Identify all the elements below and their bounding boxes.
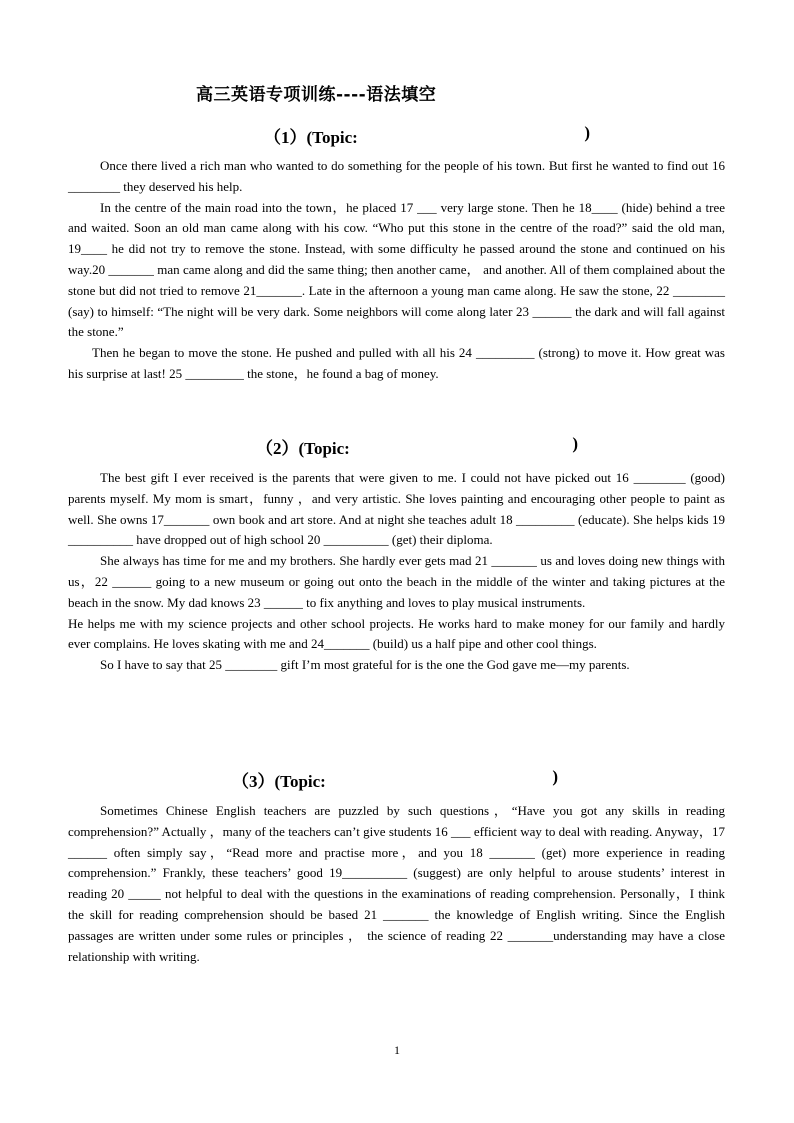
section-2-heading-topic: （2）(Topic: xyxy=(256,439,350,458)
section-3-heading-close: ) xyxy=(552,767,558,786)
section-2-paragraph-3: He helps me with my science projects and other school projects. He works hard to make money for our family and hardly ever complains. He loves skating with me and 24_______ (build) us a half pipe and other cool things. xyxy=(68,615,725,652)
section-3-heading-topic: （3）(Topic: xyxy=(232,772,326,791)
section-2-passage xyxy=(68,468,725,676)
section-3-passage xyxy=(68,801,725,967)
section-2-heading xyxy=(256,434,578,459)
page-number: 1 xyxy=(394,1043,400,1057)
section-2-paragraph-4: So I have to say that 25 ________ gift I’m most grateful for is the one the God gave me—my parents. xyxy=(100,657,630,673)
section-2-paragraph-2: She always has time for me and my brothers. She hardly ever gets mad 21 _______ us and loves doing new things with us，22 ______ going to a new museum or going out onto the beach in the middle of the winter and taking pictures at the beach in the snow. My dad knows 23 ______ to fix anything and loves to play musical instruments. xyxy=(68,553,725,610)
section-1-heading xyxy=(264,123,590,148)
section-1-paragraph-3: Then he began to move the stone. He pushed and pulled with all his 24 _________ (strong) to move it. How great was his surprise at last! 25 _________ the stone，he found a bag of money. xyxy=(68,345,725,381)
section-1-paragraph-2: In the centre of the main road into the town，he placed 17 ___ very large stone. Then he 18____ (hide) behind a tree and waited. Soon an old man came along with his cow. “Who put this stone in the centre of the road?” said the old man, 19____ he did not try to remove the stone. Instead, with some difficulty he passed around the stone and continued on his way.20 _______ man came along and did the same thing; then another came， and another. All of them complained about the stone but did not tried to remove 21_______. Late in the afternoon a young man came along. He saw the stone, 22 ________ (say) to himself: “The night will be very dark. Some neighbors will come along later 23 ______ the dark and will fall against the stone.” xyxy=(68,199,725,340)
section-1-heading-close: ) xyxy=(584,123,590,142)
section-3-heading xyxy=(232,767,558,792)
section-2-heading-close: ) xyxy=(572,434,578,453)
section-3-paragraph-1: Sometimes Chinese English teachers are puzzled by such questions，“Have you got any skills in reading comprehension?” Actually ，many of the teachers can’t give students 16 ___ efficient way to deal with reading. Anyway，17 ______ often simply say，“Read more and practise more，and you 18 _______ (get) more experience in reading comprehension.” Frankly, these teachers’ good 19__________ (suggest) are only helpful to arouse students’ interest in reading 20 _____ not helpful to deal with the questions in the examinations of reading comprehension. Personally，I think the skill for reading comprehension should be based 21 _______ the knowledge of English writing. Since the English passages are written under some rules or principles ， the science of reading 22 _______understanding may have a close relationship with writing. xyxy=(68,803,725,964)
page-title: 高三英语专项训练----语法填空 xyxy=(196,85,437,105)
section-2-paragraph-1: The best gift I ever received is the parents that were given to me. I could not have picked out 16 ________ (good) parents myself. My mom is smart，funny ，and very artistic. She loves painting and encouraging other people to paint as well. She owns 17_______ own book and art store. And at night she teaches adult 18 _________ (educate). She helps kids 19 __________ have dropped out of high school 20 __________ (get) their diploma. xyxy=(68,470,725,548)
section-1-passage xyxy=(68,156,725,385)
section-1-heading-topic: （1）(Topic: xyxy=(264,128,358,147)
section-1-paragraph-1: Once there lived a rich man who wanted to do something for the people of his town. But first he wanted to find out 16 ________ they deserved his help. xyxy=(68,158,725,194)
